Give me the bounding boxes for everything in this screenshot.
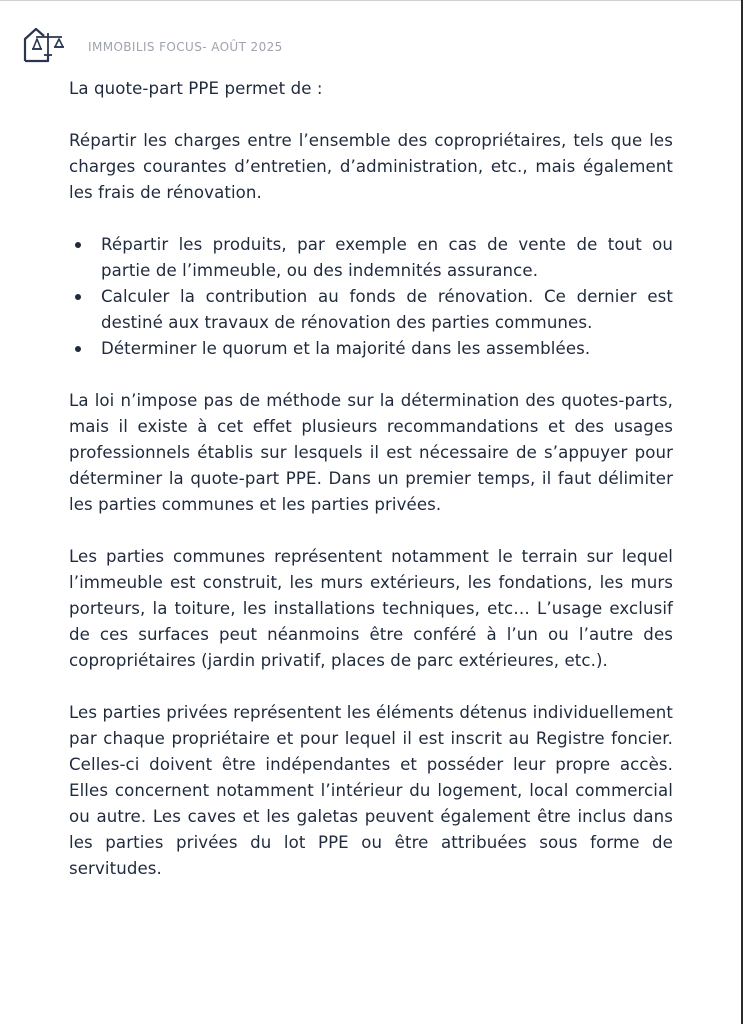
- page-header: [22, 24, 283, 64]
- intro-line: La quote-part PPE permet de :: [69, 79, 323, 98]
- paragraph-parties-privees: Les parties privées représentent les éléments détenus individuellement par chaque propriétaire et pour lequel il est inscrit au Registre foncier. Celles-ci doivent être indépendantes et posséder leur propre accès. Elles concernent notamment l’intérieur du logement, local commercial ou autre. Les caves et les galetas peuvent également être inclus dans les parties privées du lot PPE ou être attribuées sous forme de servitudes.: [69, 703, 673, 878]
- list-item: Calculer la contribution au fonds de rénovation. Ce dernier est destiné aux travaux de rénovation des parties communes.: [101, 284, 673, 336]
- paragraph-parties-communes: Les parties communes représentent notamment le terrain sur lequel l’immeuble est construit, les murs extérieurs, les fondations, les murs porteurs, la toiture, les installations techniques, etc… L’usage exclusif de ces surfaces peut néanmoins être conféré à l’un ou l’autre des copropriétaires (jardin privatif, places de parc extérieures, etc.).: [69, 547, 673, 670]
- page-top-edge: [0, 0, 743, 1]
- scales-house-icon: [22, 25, 74, 63]
- paragraph-charges: Répartir les charges entre l’ensemble des copropriétaires, tels que les charges courantes d’entretien, d’administration, etc., mais également les frais de rénovation.: [69, 131, 673, 202]
- paragraph-methode: La loi n’impose pas de méthode sur la détermination des quotes-parts, mais il existe à cet effet plusieurs recommandations et des usages professionnels établis sur lesquels il est nécessaire de s’appuyer pour déterminer la quote-part PPE. Dans un premier temps, il faut délimiter les parties communes et les parties privées.: [69, 391, 673, 514]
- article-body: [69, 76, 673, 882]
- bullet-icon: [75, 294, 81, 300]
- list-item: Déterminer le quorum et la majorité dans les assemblées.: [101, 336, 673, 362]
- bullet-list: [69, 232, 673, 362]
- bullet-icon: [75, 346, 81, 352]
- list-item: Répartir les produits, par exemple en cas de vente de tout ou partie de l’immeuble, ou des indemnités assurance.: [101, 232, 673, 284]
- header-title: IMMOBILIS FOCUS- AOÛT 2025: [88, 40, 283, 54]
- bullet-icon: [75, 242, 81, 248]
